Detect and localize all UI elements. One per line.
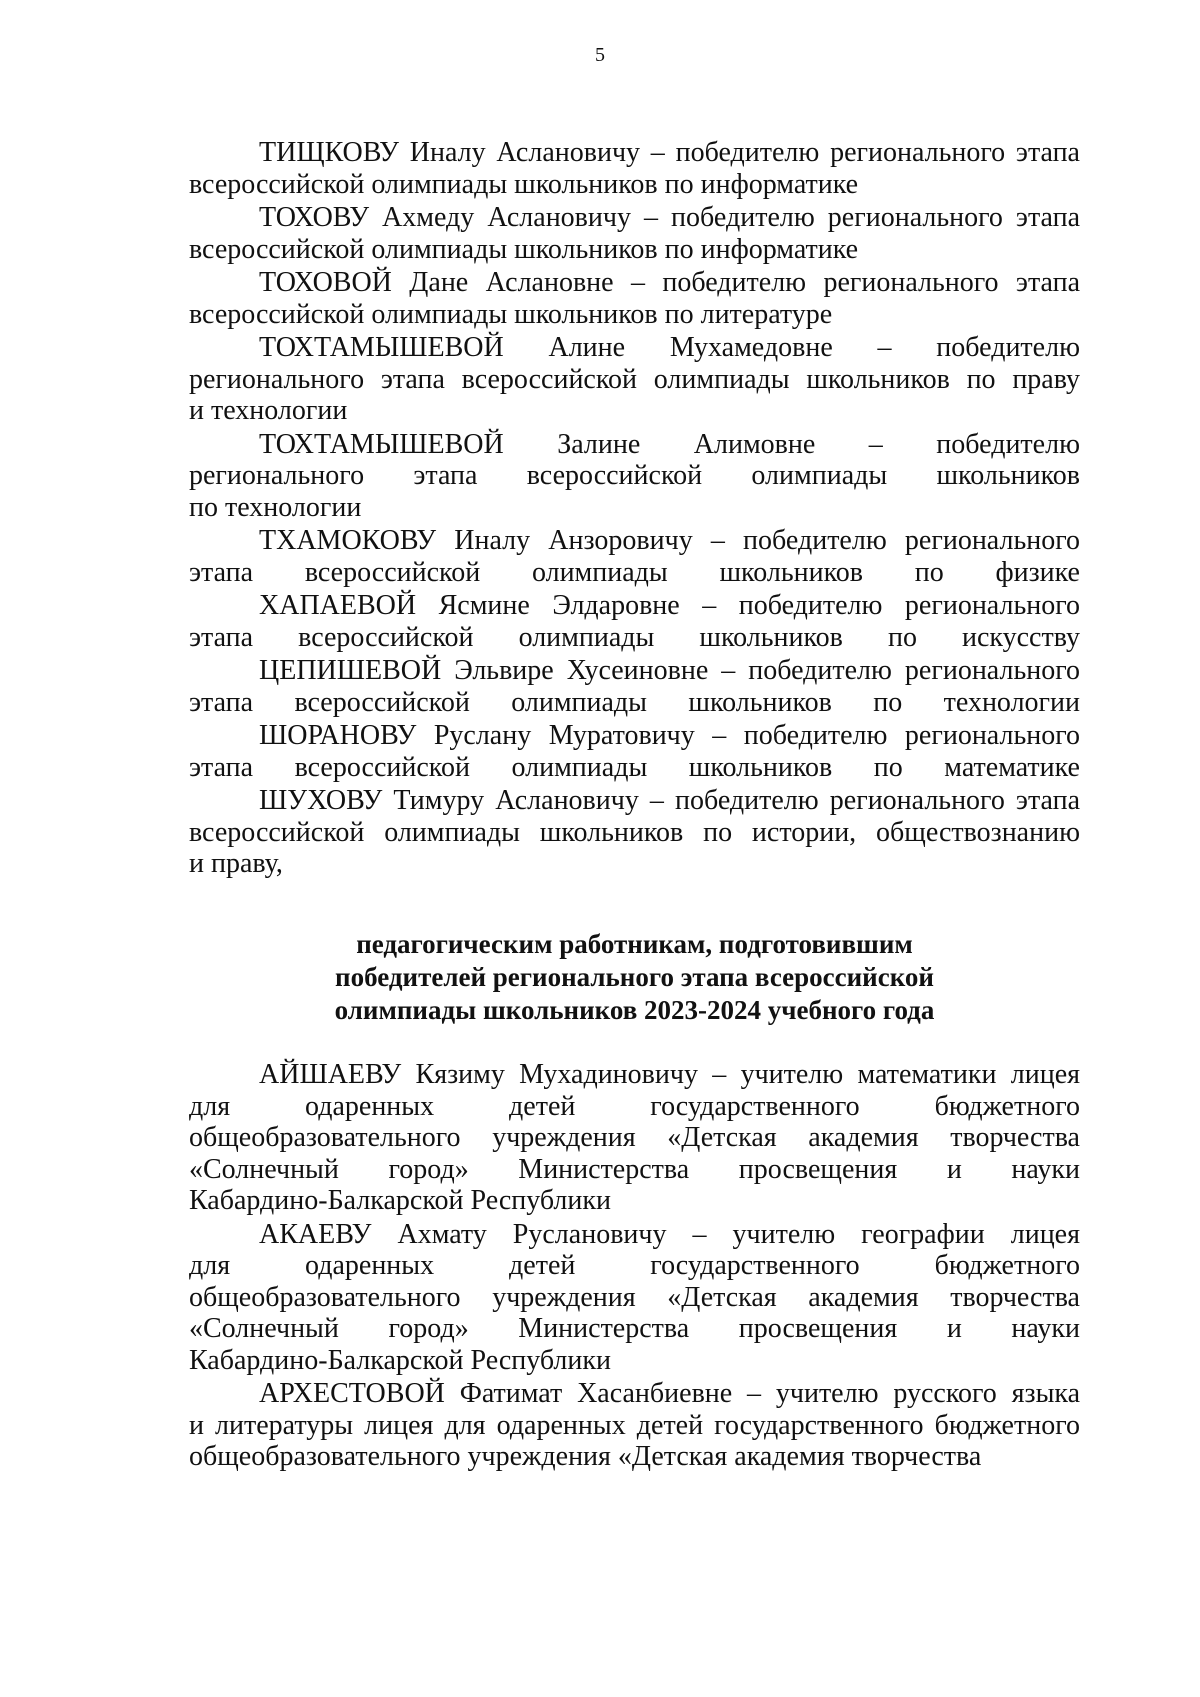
list-item: [189, 429, 1080, 524]
entry-line: ХАПАЕВОЙ Ясмине Элдаровне – победителю регионального: [259, 590, 1080, 621]
entry-line: АКАЕВУ Ахмату Руслановичу – учителю географии лицея: [259, 1218, 1080, 1250]
section-heading: [189, 928, 1080, 1027]
list-item: [189, 137, 1080, 200]
entry-line: общеобразовательного учреждения «Детская академия творчества: [189, 1441, 982, 1472]
entry-line: общеобразовательного учреждения «Детская академия творчества: [189, 1281, 1080, 1313]
entry-line: этапа всероссийской олимпиады школьников по технологии: [189, 686, 1080, 718]
entry-line: ТИЩКОВУ Иналу Аслановичу – победителю регионального этапа: [259, 137, 1080, 168]
entry-line: общеобразовательного учреждения «Детская академия творчества: [189, 1122, 1080, 1153]
list-item: [189, 785, 1080, 880]
entry-line: ТОХТАМЫШЕВОЙ Алине Мухамедовне – победителю: [259, 332, 1080, 363]
entry-line: и литературы лицея для одаренных детей государственного бюджетного: [189, 1409, 1080, 1441]
entry-line: для одаренных детей государственного бюджетного: [189, 1090, 1080, 1122]
entry-line: ШОРАНОВУ Руслану Муратовичу – победителю регионального: [259, 720, 1080, 751]
entry-line: Кабардино-Балкарской Республики: [189, 1185, 611, 1216]
list-item: [189, 590, 1080, 653]
entry-line: этапа всероссийской олимпиады школьников по математике: [189, 751, 1080, 783]
teachers-list: [189, 1059, 1080, 1475]
entry-line: для одаренных детей государственного бюджетного: [189, 1250, 1080, 1281]
list-item: [189, 720, 1080, 783]
list-item: [189, 332, 1080, 427]
entry-line: «Солнечный город» Министерства просвещения и науки: [189, 1313, 1080, 1344]
entry-line: этапа всероссийской олимпиады школьников по физике: [189, 556, 1080, 588]
list-item: [189, 525, 1080, 588]
page-number: 5: [595, 44, 605, 66]
entry-line: всероссийской олимпиады школьников по информатике: [189, 233, 859, 265]
entry-line: и праву,: [189, 848, 283, 879]
list-item: [189, 202, 1080, 265]
list-item: [189, 1378, 1080, 1473]
list-item: [189, 267, 1080, 330]
list-item: [189, 655, 1080, 718]
entry-line: по технологии: [189, 491, 362, 523]
entry-line: регионального этапа всероссийской олимпиады школьников: [189, 460, 1080, 491]
entry-line: ТОХОВОЙ Дане Аслановне – победителю регионального этапа: [259, 267, 1080, 298]
entry-line: регионального этапа всероссийской олимпиады школьников по праву: [189, 363, 1080, 395]
entry-line: «Солнечный город» Министерства просвещения и науки: [189, 1153, 1080, 1185]
entry-line: этапа всероссийской олимпиады школьников по искусству: [189, 621, 1080, 653]
entry-line: АЙШАЕВУ Кязиму Мухадиновичу – учителю математики лицея: [259, 1059, 1080, 1090]
heading-line: олимпиады школьников 2023-2024 учебного года: [334, 995, 935, 1025]
list-item: [189, 1059, 1080, 1217]
entry-line: ТОХТАМЫШЕВОЙ Залине Алимовне – победителю: [259, 428, 1080, 460]
entry-line: АРХЕСТОВОЙ Фатимат Хасанбиевне – учителю русского языка: [259, 1378, 1080, 1409]
heading-line: педагогическим работникам, подготовившим: [356, 929, 913, 959]
entry-line: ЦЕПИШЕВОЙ Эльвире Хусеиновне – победителю регионального: [259, 655, 1080, 686]
entry-line: ШУХОВУ Тимуру Аслановичу – победителю регионального этапа: [259, 785, 1080, 816]
list-item: [189, 1219, 1080, 1377]
heading-line: победителей регионального этапа всероссийской: [335, 962, 934, 992]
entry-line: ТОХОВУ Ахмеду Аслановичу – победителю регионального этапа: [259, 202, 1080, 233]
students-list: [189, 137, 1080, 882]
entry-line: Кабардино-Балкарской Республики: [189, 1344, 611, 1376]
entry-line: всероссийской олимпиады школьников по истории, обществознанию: [189, 816, 1080, 848]
entry-line: ТХАМОКОВУ Иналу Анзоровичу – победителю регионального: [259, 525, 1080, 556]
entry-line: и технологии: [189, 395, 348, 426]
entry-line: всероссийской олимпиады школьников по информатике: [189, 168, 859, 200]
entry-line: всероссийской олимпиады школьников по литературе: [189, 298, 833, 330]
